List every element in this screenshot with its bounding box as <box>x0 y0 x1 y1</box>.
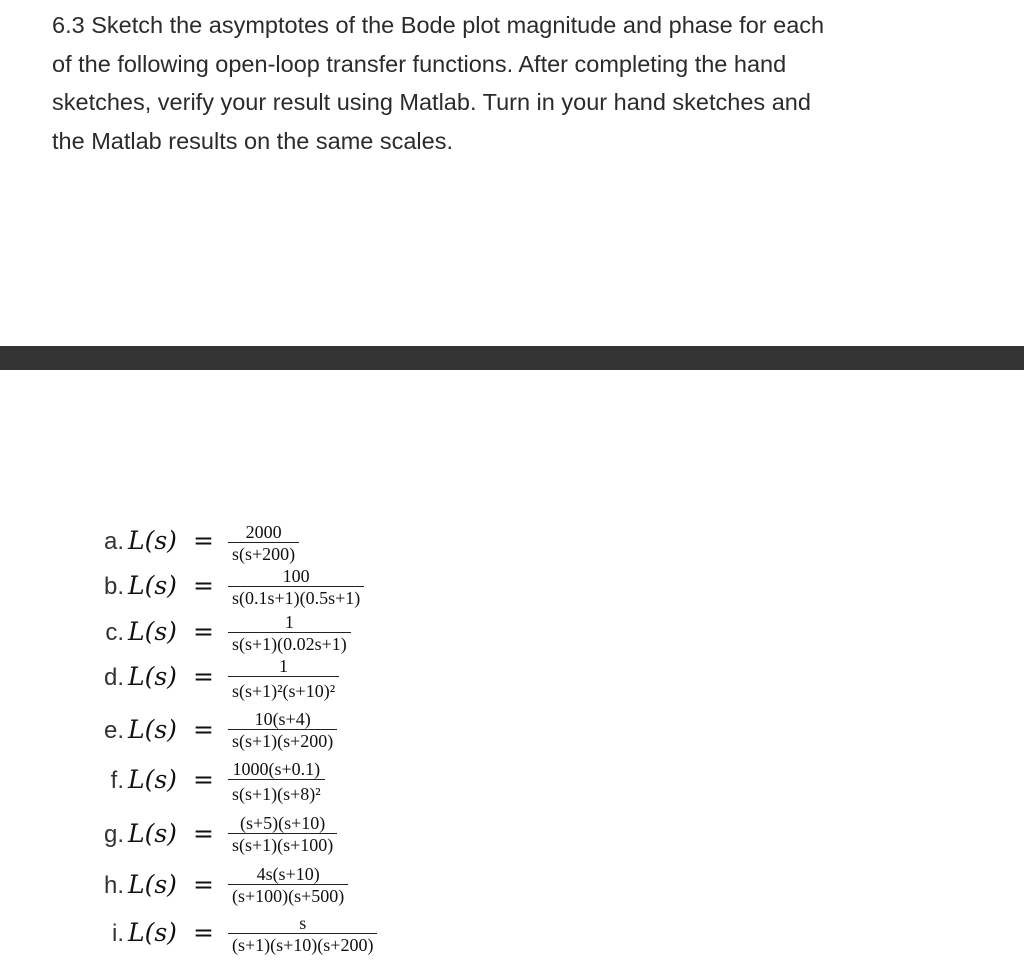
numerator: 100 <box>282 566 310 586</box>
denominator: s(s+200) <box>228 542 299 564</box>
denominator: s(s+1)(s+100) <box>228 833 337 855</box>
equation-lhs: L(s) <box>128 870 177 899</box>
equation-lhs: L(s) <box>128 662 177 691</box>
equals-sign: = <box>193 662 214 691</box>
equals-sign: = <box>193 526 214 555</box>
fraction <box>228 813 337 855</box>
denominator: s(s+1)(0.02s+1) <box>228 632 351 654</box>
equation-letter: e. <box>103 717 124 744</box>
equals-sign: = <box>193 918 214 947</box>
denominator: s(s+1)(s+200) <box>228 729 337 751</box>
equation-d <box>0 656 1024 702</box>
denominator: (s+100)(s+500) <box>228 884 348 906</box>
equation-lhs: L(s) <box>128 571 177 600</box>
equation-letter: c. <box>105 619 124 646</box>
equals-sign: = <box>193 617 214 646</box>
numerator: 10(s+4) <box>254 709 311 729</box>
equation-lhs: L(s) <box>128 715 177 744</box>
problem-line-2: of the following open-loop transfer functions. After completing the hand <box>52 50 787 77</box>
equation-lhs: L(s) <box>128 819 177 848</box>
equation-letter: f. <box>110 767 124 794</box>
equation-letter: a. <box>103 528 124 555</box>
problem-line-3: sketches, verify your result using Matlab. Turn in your hand sketches and <box>52 89 811 115</box>
denominator: (s+1)(s+10)(s+200) <box>228 933 377 955</box>
equation-h <box>0 864 1024 910</box>
equals-sign: = <box>193 870 214 899</box>
equation-lhs: L(s) <box>128 765 177 794</box>
numerator: 2000 <box>245 522 282 542</box>
equation-letter: b. <box>103 573 124 600</box>
fraction <box>228 759 325 804</box>
equation-f <box>0 759 1024 805</box>
equals-sign: = <box>193 715 214 744</box>
equals-sign: = <box>193 571 214 600</box>
equation-c <box>0 611 1024 657</box>
equation-letter: i. <box>112 920 124 947</box>
equation-lhs: L(s) <box>128 617 177 646</box>
equation-i <box>0 912 1024 958</box>
equation-letter: d. <box>103 664 124 691</box>
equals-sign: = <box>193 819 214 848</box>
numerator: 1 <box>279 656 289 676</box>
problem-line-1: 6.3 Sketch the asymptotes of the Bode plot magnitude and phase for each <box>52 12 825 38</box>
equation-lhs: L(s) <box>128 526 177 555</box>
fraction <box>228 656 339 701</box>
equals-sign: = <box>193 765 214 794</box>
numerator: s <box>299 913 307 933</box>
fraction <box>228 709 337 751</box>
fraction <box>228 522 299 564</box>
fraction <box>228 913 377 955</box>
fraction <box>228 864 348 906</box>
equation-a <box>0 520 1024 566</box>
denominator: s(0.1s+1)(0.5s+1) <box>228 586 364 608</box>
numerator: 1 <box>284 612 294 632</box>
equation-b <box>0 565 1024 611</box>
equation-e <box>0 709 1024 755</box>
numerator: 4s(s+10) <box>256 864 320 884</box>
fraction <box>228 566 364 608</box>
fraction <box>228 612 351 654</box>
numerator: (s+5)(s+10) <box>240 813 326 833</box>
equation-g <box>0 813 1024 859</box>
equation-letter: g. <box>103 821 124 848</box>
equation-lhs: L(s) <box>128 918 177 947</box>
section-divider <box>0 346 1024 370</box>
problem-statement <box>52 6 952 160</box>
numerator: 1000(s+0.1) <box>232 759 321 779</box>
equation-letter: h. <box>103 872 124 899</box>
problem-line-4: the Matlab results on the same scales. <box>52 127 454 154</box>
denominator: s(s+1)²(s+10)² <box>228 676 339 701</box>
denominator: s(s+1)(s+8)² <box>228 779 325 804</box>
